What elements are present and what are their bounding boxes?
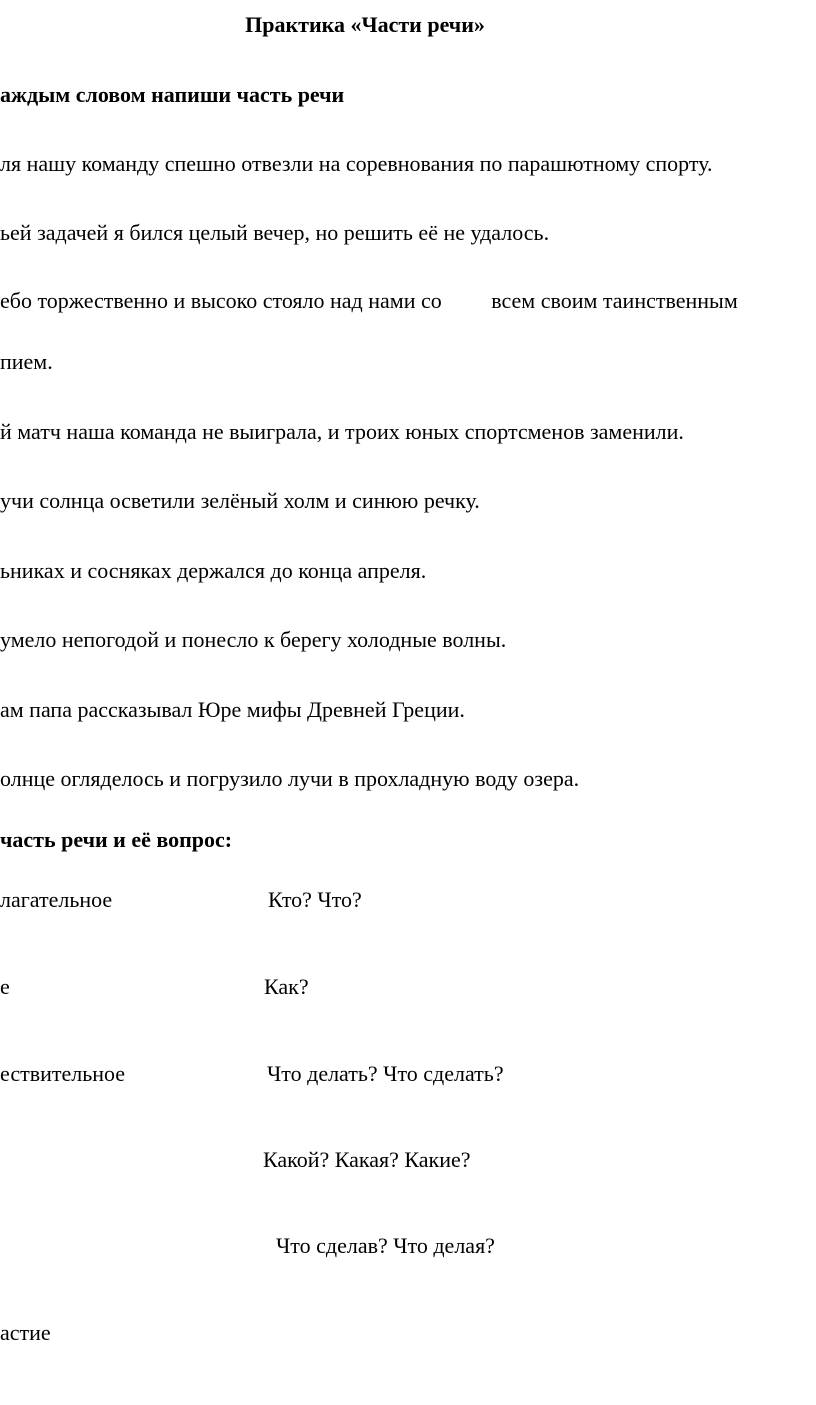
sentence-line: умело непогодой и понесло к берегу холодные волны. xyxy=(0,627,507,652)
question-item: Что сделав? Что делая? xyxy=(276,1233,495,1258)
task1-heading: аждым словом напиши часть речи xyxy=(0,82,345,107)
part-of-speech-item: е xyxy=(0,974,10,999)
sentence-line: ьей задачей я бился целый вечер, но решить её не удалось. xyxy=(0,220,550,245)
question-item: Как? xyxy=(264,974,309,999)
sentence-line: ам папа рассказывал Юре мифы Древней Греции. xyxy=(0,697,465,722)
sentence-line: й матч наша команда не выиграла, и троих юных спортсменов заменили. xyxy=(0,419,684,444)
part-of-speech-item: ествительное xyxy=(0,1061,126,1086)
sentence-line: учи солнца осветили зелёный холм и синюю речку. xyxy=(0,488,480,513)
question-item: Что делать? Что сделать? xyxy=(267,1061,504,1086)
question-item: Кто? Что? xyxy=(268,887,362,912)
sentence-line: пием. xyxy=(0,349,53,374)
part-of-speech-item: астие xyxy=(0,1320,51,1345)
sentence-line: ьниках и сосняках держался до конца апреля. xyxy=(0,558,427,583)
task2-heading: часть речи и её вопрос: xyxy=(0,827,233,852)
sentence-line: ля нашу команду спешно отвезли на соревнования по парашютному спорту. xyxy=(0,151,713,176)
part-of-speech-item: лагательное xyxy=(0,887,113,912)
sentence-line: ебо торжественно и высоко стояло над нами со всем своим таинственным xyxy=(0,288,738,313)
sentence-line: олнце огляделось и погрузило лучи в прохладную воду озера. xyxy=(0,766,580,791)
page-title: Практика «Части речи» xyxy=(245,12,485,37)
question-item: Какой? Какая? Какие? xyxy=(263,1147,471,1172)
